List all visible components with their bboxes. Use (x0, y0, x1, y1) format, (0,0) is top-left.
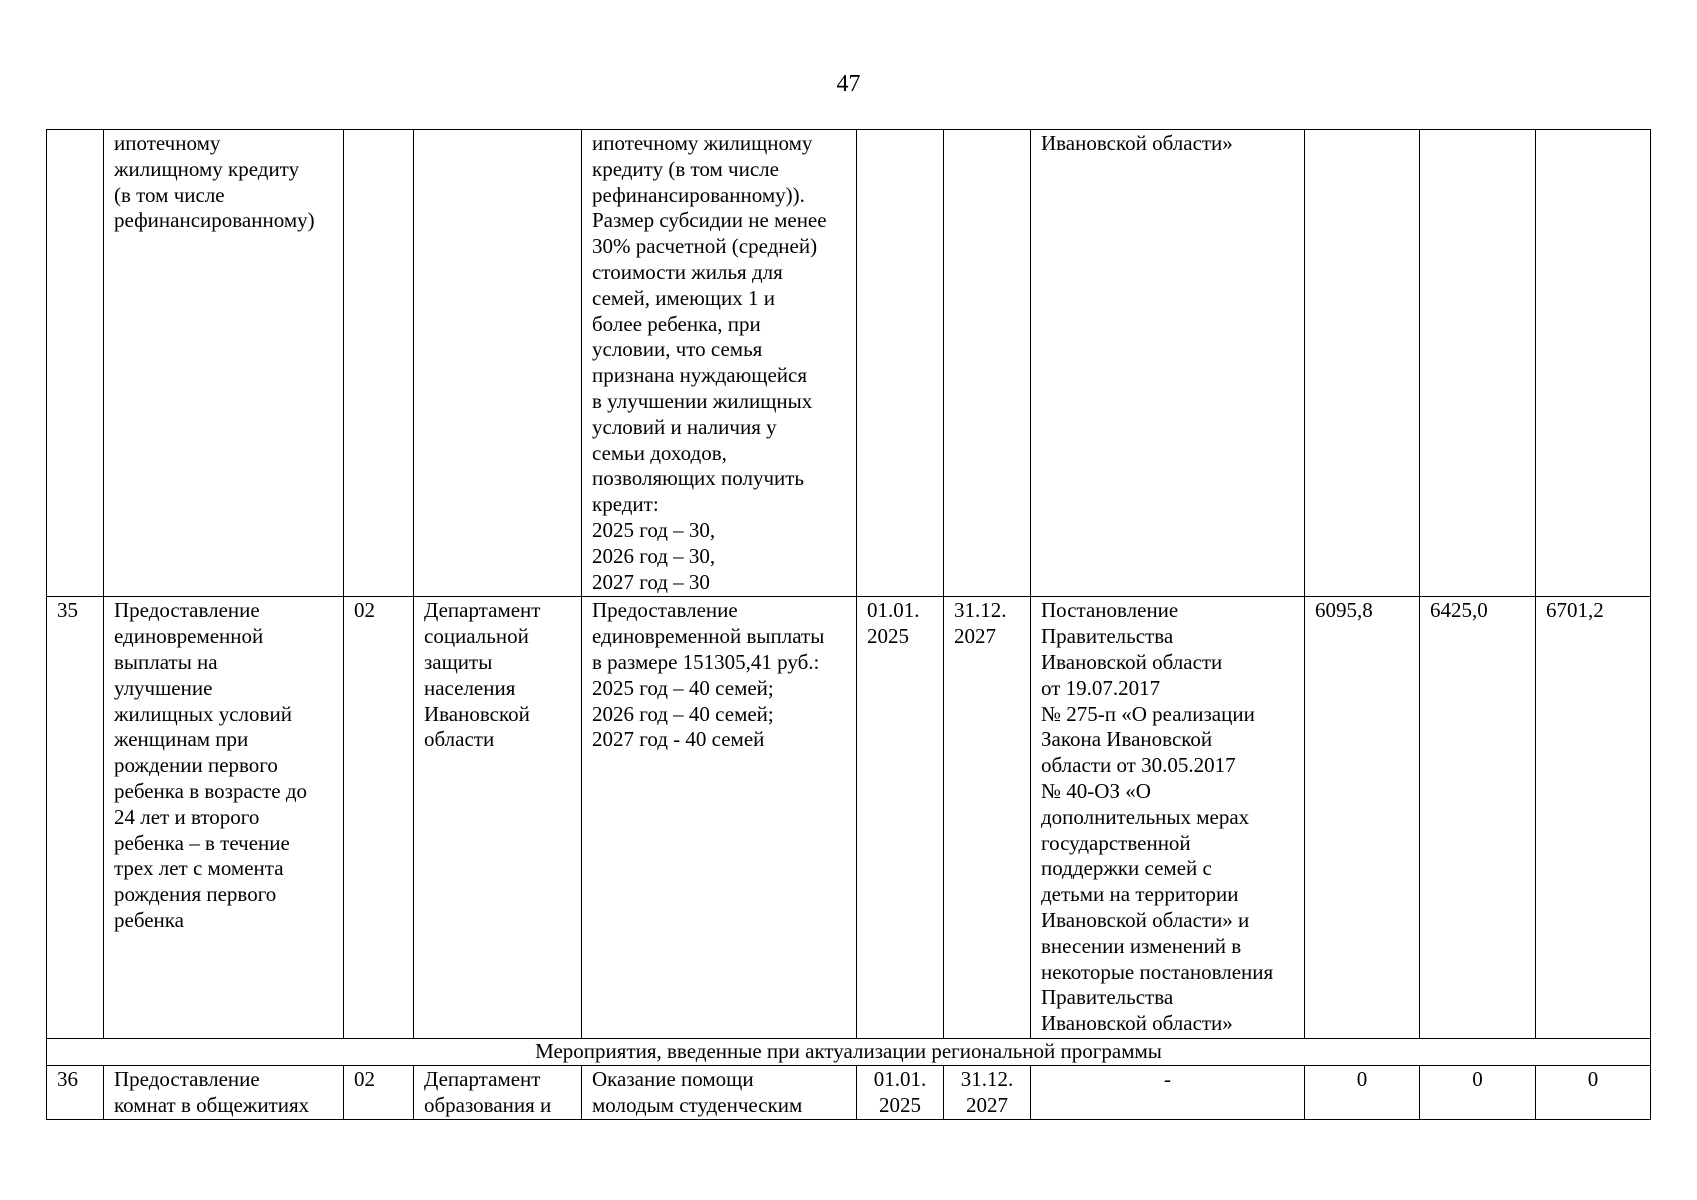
cell-start-date (857, 130, 944, 597)
table-row-continuation (47, 130, 1651, 597)
cell-number: 35 (47, 597, 104, 1039)
cell-description: ипотечному жилищному кредиту (в том числе рефинансированному)). Размер субсидии не менее 30% расчетной (средней) стоимости жилья для семей, имеющих 1 и более ребенка, при условии, что семья признана нуждающейся в улучшении жилищных условий и наличия у семьи доходов, позволяющих получить кредит: 2025 год – 30, 2026 год – 30, 2027 год – 30 (582, 130, 857, 597)
page-number: 47 (836, 71, 861, 97)
cell-number: 36 (47, 1065, 104, 1120)
cell-end-date: 31.12. 2027 (944, 597, 1031, 1039)
cell-start-date: 01.01. 2025 (857, 1065, 944, 1120)
cell-start-date: 01.01. 2025 (857, 597, 944, 1039)
cell-value-2027: 0 (1536, 1065, 1651, 1120)
cell-measure-name: Предоставление единовременной выплаты на улучшение жилищных условий женщинам при рождении первого ребенка в возрасте до 24 лет и второго ребенка – в течение трех лет с момента рождения первого ребенка (104, 597, 344, 1039)
cell-value-2026: 6425,0 (1420, 597, 1536, 1039)
cell-code: 02 (344, 597, 414, 1039)
cell-executor (414, 130, 582, 597)
cell-end-date (944, 130, 1031, 597)
table-row-36 (47, 1065, 1651, 1120)
table-row-35 (47, 597, 1651, 1039)
table-section-row (47, 1038, 1651, 1065)
section-heading: Мероприятия, введенные при актуализации региональной программы (47, 1038, 1651, 1065)
cell-measure-name: ипотечному жилищному кредиту (в том числе рефинансированному) (104, 130, 344, 597)
cell-legal-basis: Ивановской области» (1031, 130, 1305, 597)
cell-executor: Департамент социальной защиты населения Ивановской области (414, 597, 582, 1039)
cell-value-2026: 0 (1420, 1065, 1536, 1120)
cell-value-2026 (1420, 130, 1536, 597)
cell-value-2025 (1305, 130, 1420, 597)
cell-description: Оказание помощи молодым студенческим (582, 1065, 857, 1120)
cell-legal-basis: Постановление Правительства Ивановской области от 19.07.2017 № 275-п «О реализации Закона Ивановской области от 30.05.2017 № 40-ОЗ «О дополнительных мерах государственной поддержки семей с детьми на территории Ивановской области» и внесении изменений в некоторые постановления Правительства Ивановской области» (1031, 597, 1305, 1039)
cell-executor: Департамент образования и (414, 1065, 582, 1120)
cell-description: Предоставление единовременной выплаты в размере 151305,41 руб.: 2025 год – 40 семей; 2026 год – 40 семей; 2027 год - 40 семей (582, 597, 857, 1039)
cell-code (344, 130, 414, 597)
cell-value-2025: 6095,8 (1305, 597, 1420, 1039)
cell-measure-name: Предоставление комнат в общежитиях (104, 1065, 344, 1120)
cell-number (47, 130, 104, 597)
cell-legal-basis: - (1031, 1065, 1305, 1120)
cell-end-date: 31.12. 2027 (944, 1065, 1031, 1120)
cell-code: 02 (344, 1065, 414, 1120)
cell-value-2027: 6701,2 (1536, 597, 1651, 1039)
cell-value-2025: 0 (1305, 1065, 1420, 1120)
program-measures-table (46, 129, 1651, 1120)
cell-value-2027 (1536, 130, 1651, 597)
